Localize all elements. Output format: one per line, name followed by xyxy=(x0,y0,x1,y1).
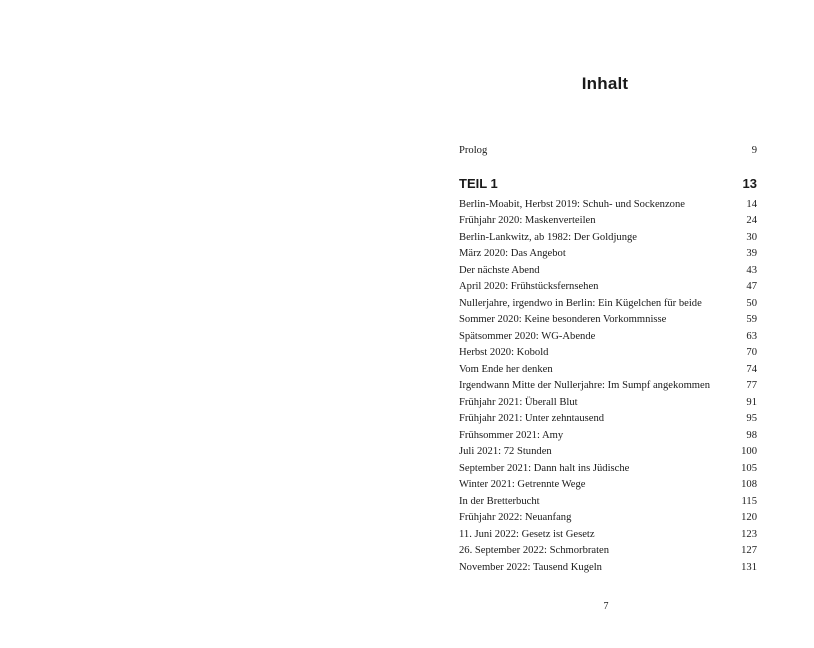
toc-entry-title: Frühjahr 2021: Überall Blut xyxy=(459,396,578,408)
toc-entry-title: November 2022: Tausend Kugeln xyxy=(459,561,602,573)
toc-entry-title: Vom Ende her denken xyxy=(459,363,553,375)
toc-entry-page: 63 xyxy=(746,330,757,342)
toc-entry-title: Irgendwann Mitte der Nullerjahre: Im Sumpf angekommen xyxy=(459,380,711,391)
toc-entry xyxy=(459,362,757,379)
toc-entry xyxy=(459,428,757,445)
toc-entry xyxy=(459,461,757,478)
toc-entry-title: Prolog xyxy=(459,145,488,156)
toc-entry xyxy=(459,263,757,280)
toc-entry-title: Winter 2021: Getrennte Wege xyxy=(459,479,586,490)
toc-entry-page: 70 xyxy=(746,347,757,358)
toc-entry-prolog xyxy=(459,143,757,160)
toc-entry-page: 77 xyxy=(746,380,757,391)
toc-entry xyxy=(459,197,757,214)
toc-entry-title: März 2020: Das Angebot xyxy=(459,248,566,259)
toc-entry-page: 74 xyxy=(746,363,757,375)
toc-entry-title: September 2021: Dann halt ins Jüdische xyxy=(459,462,630,474)
toc-entry xyxy=(459,510,757,527)
toc-entry-title: Der nächste Abend xyxy=(459,264,540,276)
toc-entry-page: 127 xyxy=(741,545,757,556)
toc-entry xyxy=(459,312,757,329)
toc-entry-title: Frühsommer 2021: Amy xyxy=(459,429,564,441)
toc-entry-page: 108 xyxy=(741,479,757,490)
toc-entry-title: 11. Juni 2022: Gesetz ist Gesetz xyxy=(459,528,595,540)
toc-entry-page: 95 xyxy=(746,413,757,424)
toc-entry-title: April 2020: Frühstücksfernsehen xyxy=(459,281,599,292)
toc-part-heading xyxy=(459,173,757,195)
toc-entry xyxy=(459,444,757,461)
toc-entry-title: Sommer 2020: Keine besonderen Vorkommnisse xyxy=(459,314,667,325)
toc-entry xyxy=(459,213,757,230)
toc-entry-page: 98 xyxy=(746,429,757,441)
toc-entry-page: 105 xyxy=(741,462,757,474)
toc-entry-page: 43 xyxy=(746,264,757,276)
toc-entry-page: 115 xyxy=(741,495,757,507)
toc-entry xyxy=(459,395,757,412)
toc-entry xyxy=(459,345,757,362)
toc-entry-title: Frühjahr 2022: Neuanfang xyxy=(459,512,572,523)
toc-entry-title: Frühjahr 2021: Unter zehntausend xyxy=(459,413,605,424)
toc-entry-page: 120 xyxy=(741,512,757,523)
toc-entry-page: 30 xyxy=(746,231,757,243)
toc-entry-page: 91 xyxy=(746,396,757,408)
page-title: Inhalt xyxy=(581,74,629,93)
toc-entry xyxy=(459,411,757,428)
toc-entry-page: 24 xyxy=(746,215,757,226)
toc-entry-list xyxy=(459,197,757,577)
toc-entry xyxy=(459,329,757,346)
toc-entry xyxy=(459,230,757,247)
table-of-contents xyxy=(459,143,757,576)
toc-entry-page: 50 xyxy=(746,297,757,309)
toc-entry-page: 123 xyxy=(741,528,757,540)
page-number: 7 xyxy=(603,601,609,612)
toc-entry xyxy=(459,279,757,296)
toc-entry xyxy=(459,494,757,511)
toc-entry xyxy=(459,378,757,395)
toc-entry xyxy=(459,477,757,494)
toc-entry-page: 47 xyxy=(746,281,757,292)
toc-entry xyxy=(459,543,757,560)
toc-entry-page: 100 xyxy=(741,446,757,457)
toc-entry-page: 131 xyxy=(741,561,757,573)
toc-entry-title: Berlin-Moabit, Herbst 2019: Schuh- und Sockenzone xyxy=(459,198,685,210)
toc-entry-page: 39 xyxy=(746,248,757,259)
toc-entry xyxy=(459,246,757,263)
toc-entry-title: Nullerjahre, irgendwo in Berlin: Ein Kügelchen für beide xyxy=(459,297,702,309)
toc-entry-page: 14 xyxy=(746,198,757,210)
toc-entry-title: 26. September 2022: Schmorbraten xyxy=(459,545,610,556)
toc-entry-title: Frühjahr 2020: Maskenverteilen xyxy=(459,215,596,226)
toc-entry-title: Berlin-Lankwitz, ab 1982: Der Goldjunge xyxy=(459,231,637,243)
toc-entry xyxy=(459,527,757,544)
toc-entry-title: Juli 2021: 72 Stunden xyxy=(459,446,552,457)
toc-entry-title: In der Bretterbucht xyxy=(459,495,540,507)
toc-entry-title: Spätsommer 2020: WG-Abende xyxy=(459,330,596,342)
toc-entry xyxy=(459,296,757,313)
toc-entry-page: 59 xyxy=(746,314,757,325)
toc-entry-page: 9 xyxy=(751,145,757,156)
toc-entry-title: Herbst 2020: Kobold xyxy=(459,347,549,358)
part-page: 13 xyxy=(742,175,757,191)
toc-entry xyxy=(459,560,757,577)
part-title: TEIL 1 xyxy=(459,175,498,191)
